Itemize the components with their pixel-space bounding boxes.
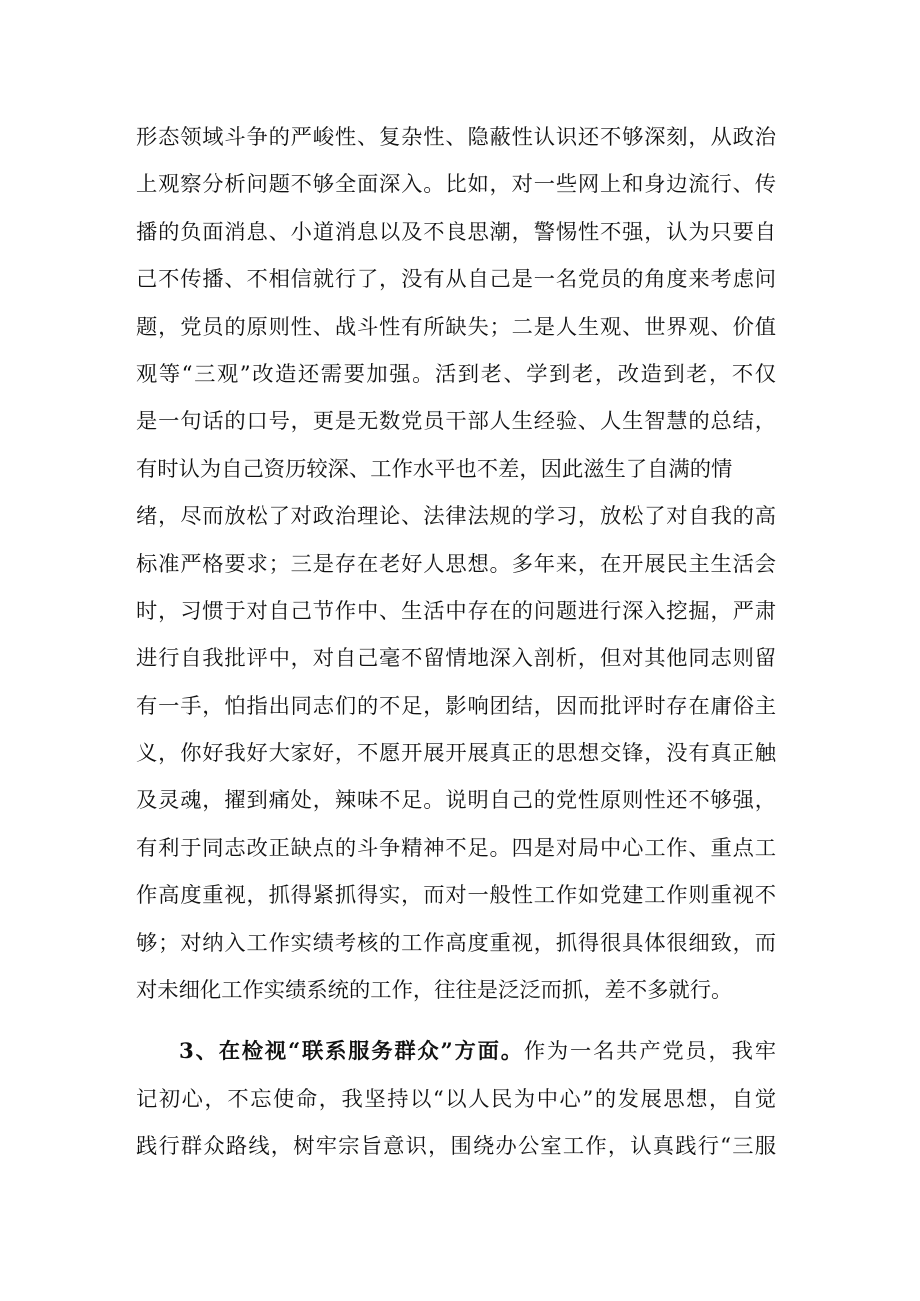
section-3-heading: 3、在检视“联系服务群众”方面。 (179, 1039, 524, 1065)
text-line: 标准严格要求；三是存在老好人思想。多年来，在开展民主生活会 (136, 551, 776, 577)
text-line: 绪，尽而放松了对政治理论、法律法规的学习，放松了对自我的高 (136, 504, 776, 530)
text-line: 对未细化工作实绩系统的工作，往往是泛泛而抓，差不多就行。 (136, 978, 733, 1004)
text-line: 形态领域斗争的严峻性、复杂性、隐蔽性认识还不够深刻，从政治 (136, 125, 776, 150)
text-line: 己不传播、不相信就行了，没有从自己是一名党员的角度来考虑问 (136, 267, 776, 293)
body-text (136, 114, 776, 1171)
text-line: 记初心，不忘使命，我坚持以“以人民为中心”的发展思想，自觉 (136, 1086, 776, 1112)
text-line: 时，习惯于对自己节作中、生活中存在的问题进行深入挖掘，严肃 (136, 598, 776, 624)
text-line: 进行自我批评中，对自己毫不留情地深入剖析，但对其他同志则留 (136, 646, 776, 672)
text-line: 是一句话的口号，更是无数党员干部人生经验、人生智慧的总结， (136, 409, 776, 435)
section-3-first-line (136, 1028, 776, 1075)
text-line: 播的负面消息、小道消息以及不良思潮，警惕性不强，认为只要自 (136, 219, 776, 245)
text-line: 有时认为自己资历较深、工作水平也不差，因此滋生了自满的情 (136, 456, 733, 482)
text-line: 观等“三观”改造还需要加强。活到老、学到老，改造到老，不仅 (136, 361, 776, 387)
text-line: 上观察分析问题不够全面深入。比如，对一些网上和身边流行、传 (136, 172, 776, 198)
text-line: 及灵魂，擢到痛处，辣味不足。说明自己的党性原则性还不够强， (136, 788, 776, 814)
text-line: 作高度重视，抓得紧抓得实，而对一般性工作如党建工作则重视不 (136, 883, 776, 909)
text-line: 义，你好我好大家好，不愿开展开展真正的思想交锋，没有真正触 (136, 741, 776, 767)
text-line: 有利于同志改正缺点的斗争精神不足。四是对局中心工作、重点工 (136, 835, 776, 861)
text-line: 践行群众路线，树牢宗旨意识，围绕办公室工作，认真践行“三服 (136, 1134, 776, 1160)
text-line: 题，党员的原则性、战斗性有所缺失；二是人生观、世界观、价值 (136, 314, 776, 340)
text-line: 有一手，怕指出同志们的不足，影响团结，因而批评时存在庸俗主 (136, 693, 776, 719)
section-3-text: 作为一名共产党员，我牢 (523, 1039, 776, 1065)
text-line: 够；对纳入工作实绩考核的工作高度重视，抓得很具体很细致，而 (136, 930, 776, 956)
